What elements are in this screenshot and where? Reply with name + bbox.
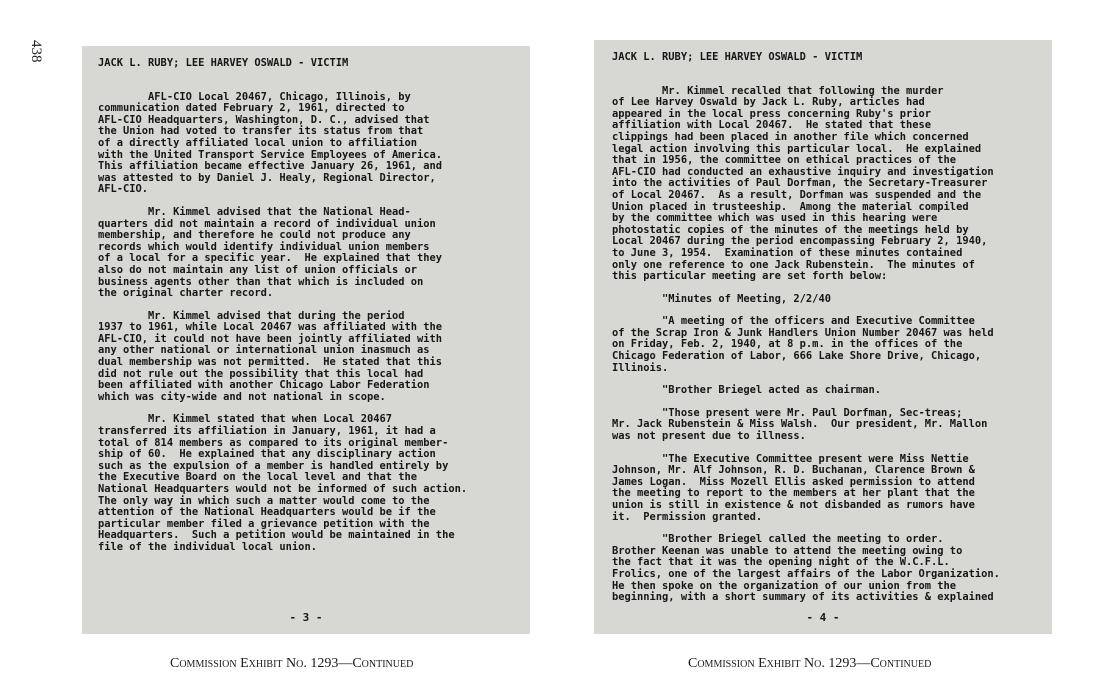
text-line: been affiliated with another Chicago Labor Federation [98, 379, 430, 392]
paragraph [612, 294, 1034, 306]
text-line: any other national or international union inasmuch as [98, 344, 430, 357]
text-line: which was city-wide and not national in scope. [98, 390, 386, 403]
text-line: Headquarters. Such a petition would be maintained in the [98, 529, 455, 542]
text-line: transferred its affiliation in January, 1961, it had a [98, 425, 436, 438]
text-line: Chicago Federation of Labor, 666 Lake Shore Drive, Chicago, [612, 350, 982, 363]
text-line: the Union had voted to transfer its status from that [98, 125, 424, 138]
text-line: This affiliation became effective January 26, 1961, and [98, 160, 443, 173]
text-line: this particular meeting are set forth below: [612, 270, 888, 283]
text-line: ship of 60. He explained that any disciplinary action [98, 448, 436, 461]
text-line: to June 3, 1954. Examination of these minutes contained [612, 246, 963, 259]
text-line: Mr. Kimmel advised that the National Head- [98, 205, 411, 218]
text-line: legal action involving this particular local. He explained [612, 142, 982, 155]
text-line: particular member filed a grievance petition with the [98, 517, 430, 530]
exhibit-caption: Commission Exhibit No. 1293—Continued [170, 656, 414, 671]
text-line: AFL-CIO. [98, 183, 149, 196]
text-line: file of the individual local union. [98, 540, 317, 553]
text-line: beginning, with a short summary of its activities & explained [612, 591, 994, 604]
text-line: Mr. Kimmel stated that when Local 20467 [98, 413, 393, 426]
text-line: AFL-CIO Headquarters, Washington, D. C., advised that [98, 113, 430, 126]
paragraph [612, 408, 1034, 443]
text-line: the meeting to report to the members at her plant that the [612, 487, 975, 500]
text-line: photostatic copies of the minutes of the meetings held by [612, 223, 969, 236]
text-line: of Lee Harvey Oswald by Jack L. Ruby, articles had [612, 96, 925, 109]
text-line: into the activities of Paul Dorfman, the Secretary-Treasurer [612, 177, 988, 190]
text-line: quarters did not maintain a record of individual union [98, 217, 436, 230]
text-line: Mr. Jack Rubenstein & Miss Walsh. Our president, Mr. Mallon [612, 418, 988, 431]
text-line: only one reference to one Jack Rubenstein. The minutes of [612, 258, 975, 271]
paragraph [612, 534, 1034, 604]
text-line: "A meeting of the officers and Executive Committee [612, 315, 975, 328]
sheet-header: JACK L. RUBY; LEE HARVEY OSWALD - VICTIM [98, 57, 349, 69]
text-line: Frolics, one of the largest affairs of the Labor Organization. [612, 567, 1000, 580]
paragraph [612, 385, 1034, 397]
paragraph [98, 414, 512, 553]
text-line: National Headquarters would not be informed of such action. [98, 483, 468, 495]
sheet-body [612, 86, 1034, 604]
text-line: Johnson, Mr. Alf Johnson, R. D. Buchanan, Clarence Brown & [612, 464, 975, 477]
text-line: such as the expulsion of a member is handled entirely by [98, 459, 449, 472]
text-line: with the United Transport Service Employees of America. [98, 148, 443, 161]
text-line: Local 20467 during the period encompassing February 2, 1940, [612, 235, 988, 248]
text-line: attention of the National Headquarters would be if the [98, 506, 436, 519]
exhibit-caption: Commission Exhibit No. 1293—Continued [688, 656, 932, 671]
text-line: of a directly affiliated local union to affiliation [98, 136, 418, 149]
text-line: by the committee which was used in this hearing were [612, 212, 938, 225]
document-sheet-left [82, 46, 530, 634]
text-line: He then spoke on the organization of our union from the [612, 579, 957, 592]
text-line: the fact that it was the opening night of the W.C.F.L. [612, 556, 950, 569]
text-line: "Brother Briegel called the meeting to order. [612, 533, 944, 546]
paragraph [98, 92, 512, 196]
text-line: "Those present were Mr. Paul Dorfman, Sec-treas; [612, 406, 963, 419]
text-line: James Logan. Miss Mozell Ellis asked permission to attend [612, 475, 975, 488]
paragraph [98, 311, 512, 404]
text-line: the original charter record. [98, 287, 274, 300]
paragraph [98, 207, 512, 300]
text-line: of Local 20467. As a result, Dorfman was suspended and the [612, 188, 982, 201]
text-line: dual membership was not permitted. He stated that this [98, 356, 443, 369]
text-line: on Friday, Feb. 2, 1940, at 8 p.m. in the offices of the [612, 338, 963, 351]
text-line: The only way in which such a matter would come to the [98, 494, 430, 507]
text-line: "The Executive Committee present were Miss Nettie [612, 452, 969, 465]
text-line: AFL-CIO, it could not have been jointly affiliated with [98, 332, 443, 345]
text-line: 1937 to 1961, while Local 20467 was affiliated with the [98, 321, 443, 334]
text-line: also do not maintain any list of union officials or [98, 263, 418, 276]
text-line: business agents other than that which is included on [98, 275, 424, 288]
text-line: records which would identify individual union members [98, 240, 430, 253]
paragraph [612, 86, 1034, 283]
text-line: "Minutes of Meeting, 2/2/40 [612, 292, 831, 305]
text-line: union is still in existence & not disbanded as rumors have [612, 499, 975, 511]
text-line: communication dated February 2, 1961, directed to [98, 102, 405, 115]
text-line: AFL-CIO had conducted an exhaustive inquiry and investigation [612, 165, 994, 178]
sheet-header: JACK L. RUBY; LEE HARVEY OSWALD - VICTIM [612, 51, 863, 63]
text-line: was attested to by Daniel J. Healy, Regional Director, [98, 171, 436, 184]
text-line: clippings had been placed in another file which concerned [612, 130, 969, 143]
text-line: it. Permission granted. [612, 510, 763, 523]
text-line: was not present due to illness. [612, 430, 806, 443]
sheet-page-marker: - 3 - [289, 611, 323, 625]
text-line: the Executive Board on the local level and that the [98, 471, 418, 484]
text-line: appeared in the local press concerning Ruby's prior [612, 107, 932, 120]
text-line: that in 1956, the committee on ethical practices of the [612, 154, 957, 167]
text-line: affiliation with Local 20467. He stated that these [612, 119, 932, 132]
text-line: Mr. Kimmel recalled that following the murder [612, 84, 944, 97]
paragraph [612, 316, 1034, 374]
sheet-page-marker: - 4 - [806, 611, 840, 625]
text-line: "Brother Briegel acted as chairman. [612, 384, 881, 397]
text-line: of the Scrap Iron & Junk Handlers Union Number 20467 was held [612, 326, 994, 339]
text-line: Brother Keenan was unable to attend the meeting owing to [612, 544, 963, 557]
text-line: Illinois. [612, 361, 669, 374]
paragraph [612, 454, 1034, 524]
text-line: Union placed in trusteeship. Among the material compiled [612, 200, 969, 213]
text-line: Mr. Kimmel advised that during the period [98, 309, 405, 322]
document-sheet-right [594, 40, 1052, 634]
text-line: membership, and therefore he could not produce any [98, 229, 411, 242]
sheet-body [98, 92, 512, 554]
page-number: 438 [28, 40, 44, 63]
text-line: total of 814 members as compared to its original member- [98, 436, 449, 449]
text-line: did not rule out the possibility that this local had [98, 367, 424, 380]
text-line: of a local for a specific year. He explained that they [98, 252, 443, 265]
text-line: AFL-CIO Local 20467, Chicago, Illinois, by [98, 90, 411, 103]
